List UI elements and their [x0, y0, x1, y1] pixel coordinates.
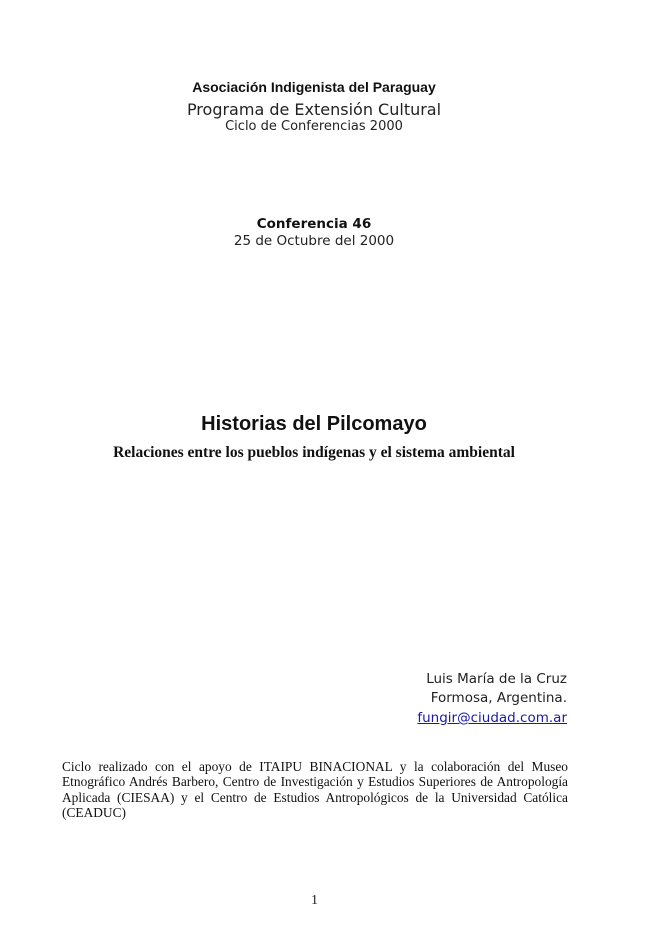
- document-subtitle: Relaciones entre los pueblos indígenas y el sistema ambiental: [113, 444, 515, 461]
- author-name: Luis María de la Cruz: [426, 671, 567, 687]
- conference-date: 25 de Octubre del 2000: [233, 233, 395, 249]
- document-title: Historias del Pilcomayo: [201, 413, 427, 435]
- program-name: Programa de Extensión Cultural: [186, 100, 442, 119]
- author-location: Formosa, Argentina.: [430, 690, 567, 706]
- page-number: 1: [311, 893, 318, 908]
- author-email-link[interactable]: fungir@ciudad.com.ar: [417, 710, 567, 726]
- credits-paragraph: Ciclo realizado con el apoyo de ITAIPU BINACIONAL y la colaboración del Museo Etnográfico Andrés Barbero, Centro de Investigación y Estudios Superiores de Antropología Aplicada (CIESAA) y el Centro de Estudios Antropológicos de la Universidad Católica (CEADUC): [62, 759, 568, 821]
- conference-number: Conferencia 46: [256, 216, 372, 232]
- conference-cycle: Ciclo de Conferencias 2000: [225, 119, 403, 134]
- organization-name: Asociación Indigenista del Paraguay: [192, 79, 436, 95]
